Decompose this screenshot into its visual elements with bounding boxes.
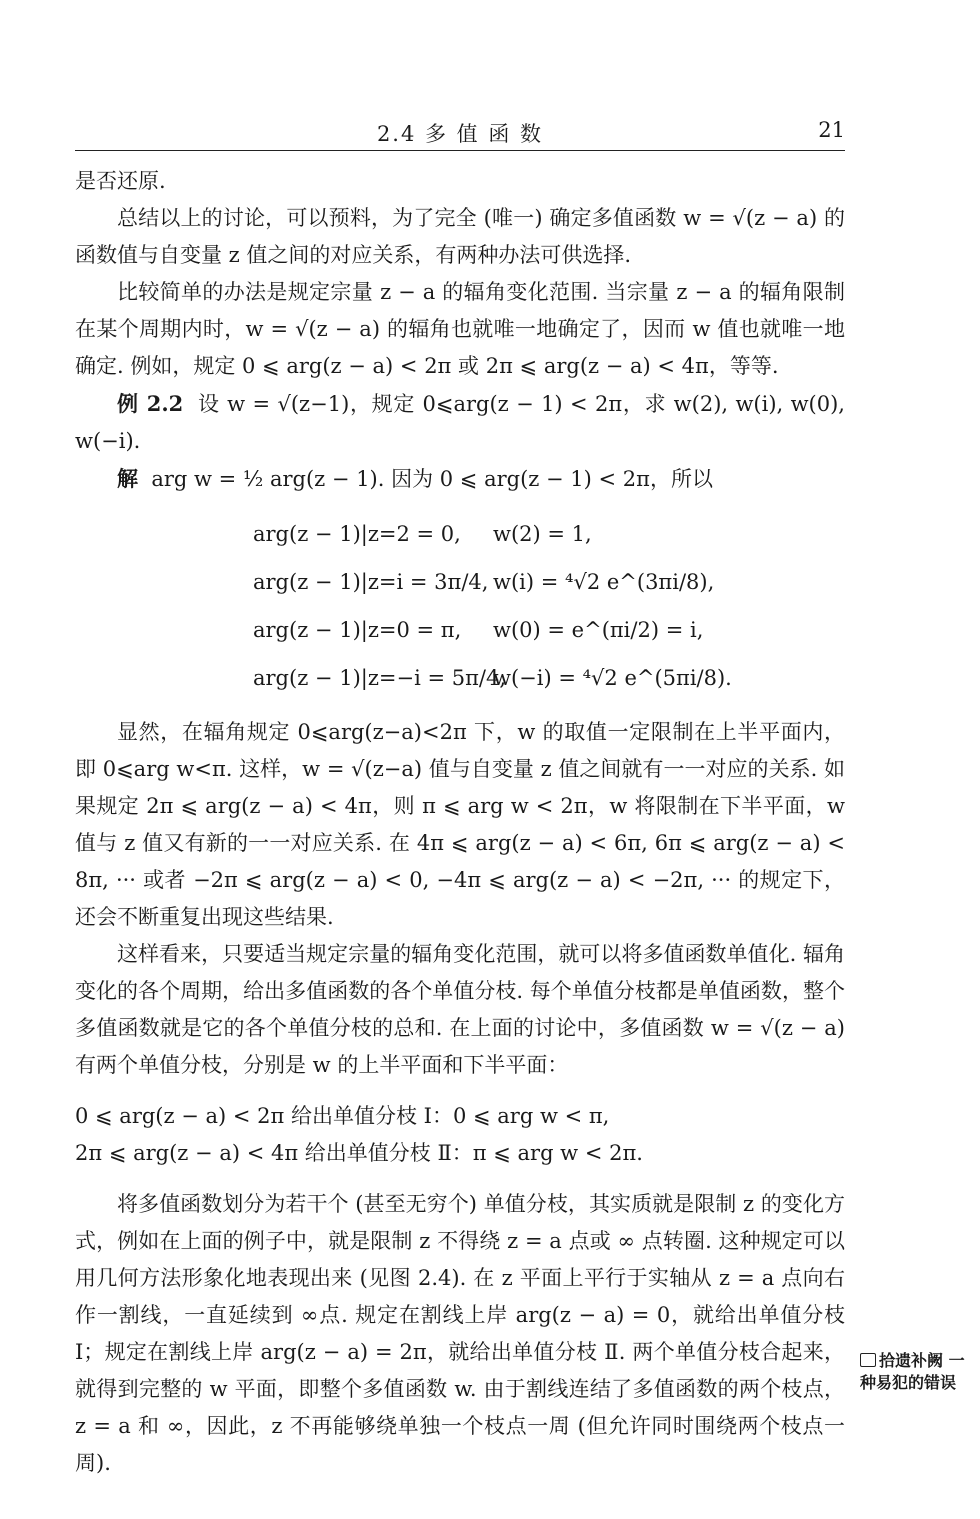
running-header [75,118,845,150]
section-title: 2.4 多 值 函 数 [376,122,544,146]
paragraph: 显然，在辐角规定 0⩽arg(z−a)<2π 下，w 的取值一定限制在上半平面内，即 0⩽arg w<π. 这样，w = √(z−a) 值与自变量 z 值之间就有一一对应的关系. 如果规定 2π ⩽ arg(z − a) < 4π，则 π ⩽ arg w < 2π，w 将限制在下半平面，w 值与 z 值又有新的一一对应关系. 在 4π ⩽ arg(z − a) < 6π, 6π ⩽ arg(z − a) < 8π, ··· 或者 −2π ⩽ arg(z − a) < 0, −4π ⩽ arg(z − a) < −2π, ··· 的规定下，还会不断重复出现这些结果. [75,720,845,929]
paragraph: 总结以上的讨论，可以预料，为了完全 (唯一) 确定多值函数 w = √(z − a) 的函数值与自变量 z 值之间的对应关系，有两种办法可供选择. [75,206,845,267]
paragraph: 比较简单的办法是规定宗量 z − a 的辐角变化范围. 当宗量 z − a 的辐角限制在某个周期内时，w = √(z − a) 的辐角也就唯一地确定了，因而 w 值也就唯一地确定. 例如，规定 0 ⩽ arg(z − a) < 2π 或 2π ⩽ arg(z − a) < 4π，等等. [75,280,845,378]
branch-equation: 2π ⩽ arg(z − a) < 4π 给出单值分枝 Ⅱ：π ⩽ arg w < 2π. [75,1141,643,1165]
example-text: 设 w = √(z−1)，规定 0⩽arg(z − 1) < 2π，求 w(2), w(i), w(0), w(−i). [75,392,845,453]
equation-right: w(−i) = ⁴√2 e^(5πi/8). [493,666,732,690]
equation-left: arg(z − 1)|z=i = 3π/4, [253,570,489,594]
equation-block [253,512,845,700]
branch-equations [75,1098,845,1172]
branch-equation: 0 ⩽ arg(z − a) < 2π 给出单值分枝 I：0 ⩽ arg w < π, [75,1104,610,1128]
note-icon [860,1353,876,1367]
solution-label: 解 [117,466,138,491]
main-text [75,163,845,1482]
solution-text: arg w = ½ arg(z − 1). 因为 0 ⩽ arg(z − 1) < 2π，所以 [151,467,713,491]
solution [75,460,845,498]
margin-note-text: 拾遗补阙 一种易犯的错误 [860,1351,965,1392]
paragraph: 这样看来，只要适当规定宗量的辐角变化范围，就可以将多值函数单值化. 辐角变化的各个周期，给出多值函数的各个单值分枝. 每个单值分枝都是单值函数，整个多值函数就是它的各个单值分枝的总和. 在上面的讨论中，多值函数 w = √(z − a) 有两个单值分枝，分别是 w 的上半平面和下半平面： [75,942,845,1077]
equation-right: w(i) = ⁴√2 e^(3πi/8), [493,570,715,594]
paragraph: 将多值函数划分为若干个 (甚至无穷个) 单值分枝，其实质就是限制 z 的变化方式，例如在上面的例子中，就是限制 z 不得绕 z = a 点或 ∞ 点转圈. 这种规定可以用几何方法形象化地表现出来 (见图 2.4). 在 z 平面上平行于实轴从 z = a 点向右作一割线，一直延续到 ∞点. 规定在割线上岸 arg(z − a) = 0，就给出单值分枝 I；规定在割线上岸 arg(z − a) = 2π，就给出单值分枝 Ⅱ. 两个单值分枝合起来，就得到完整的 w 平面，即整个多值函数 w. 由于割线连结了多值函数的两个枝点，z = a 和 ∞，因此，z 不再能够绕单独一个枝点一周 (但允许同时围绕两个枝点一周). [75,1192,845,1475]
margin-note [860,1350,970,1394]
equation-left: arg(z − 1)|z=−i = 5π/4, [253,666,507,690]
page-number: 21 [818,118,845,142]
header-rule [75,150,845,151]
equation-left: arg(z − 1)|z=0 = π, [253,618,462,642]
equation-left: arg(z − 1)|z=2 = 0, [253,522,461,546]
equation-right: w(2) = 1, [493,522,592,546]
equation-right: w(0) = e^(πi/2) = i, [493,618,704,642]
example-label: 例 2.2 [117,391,184,416]
example-statement [75,385,845,460]
paragraph: 是否还原. [75,169,166,193]
